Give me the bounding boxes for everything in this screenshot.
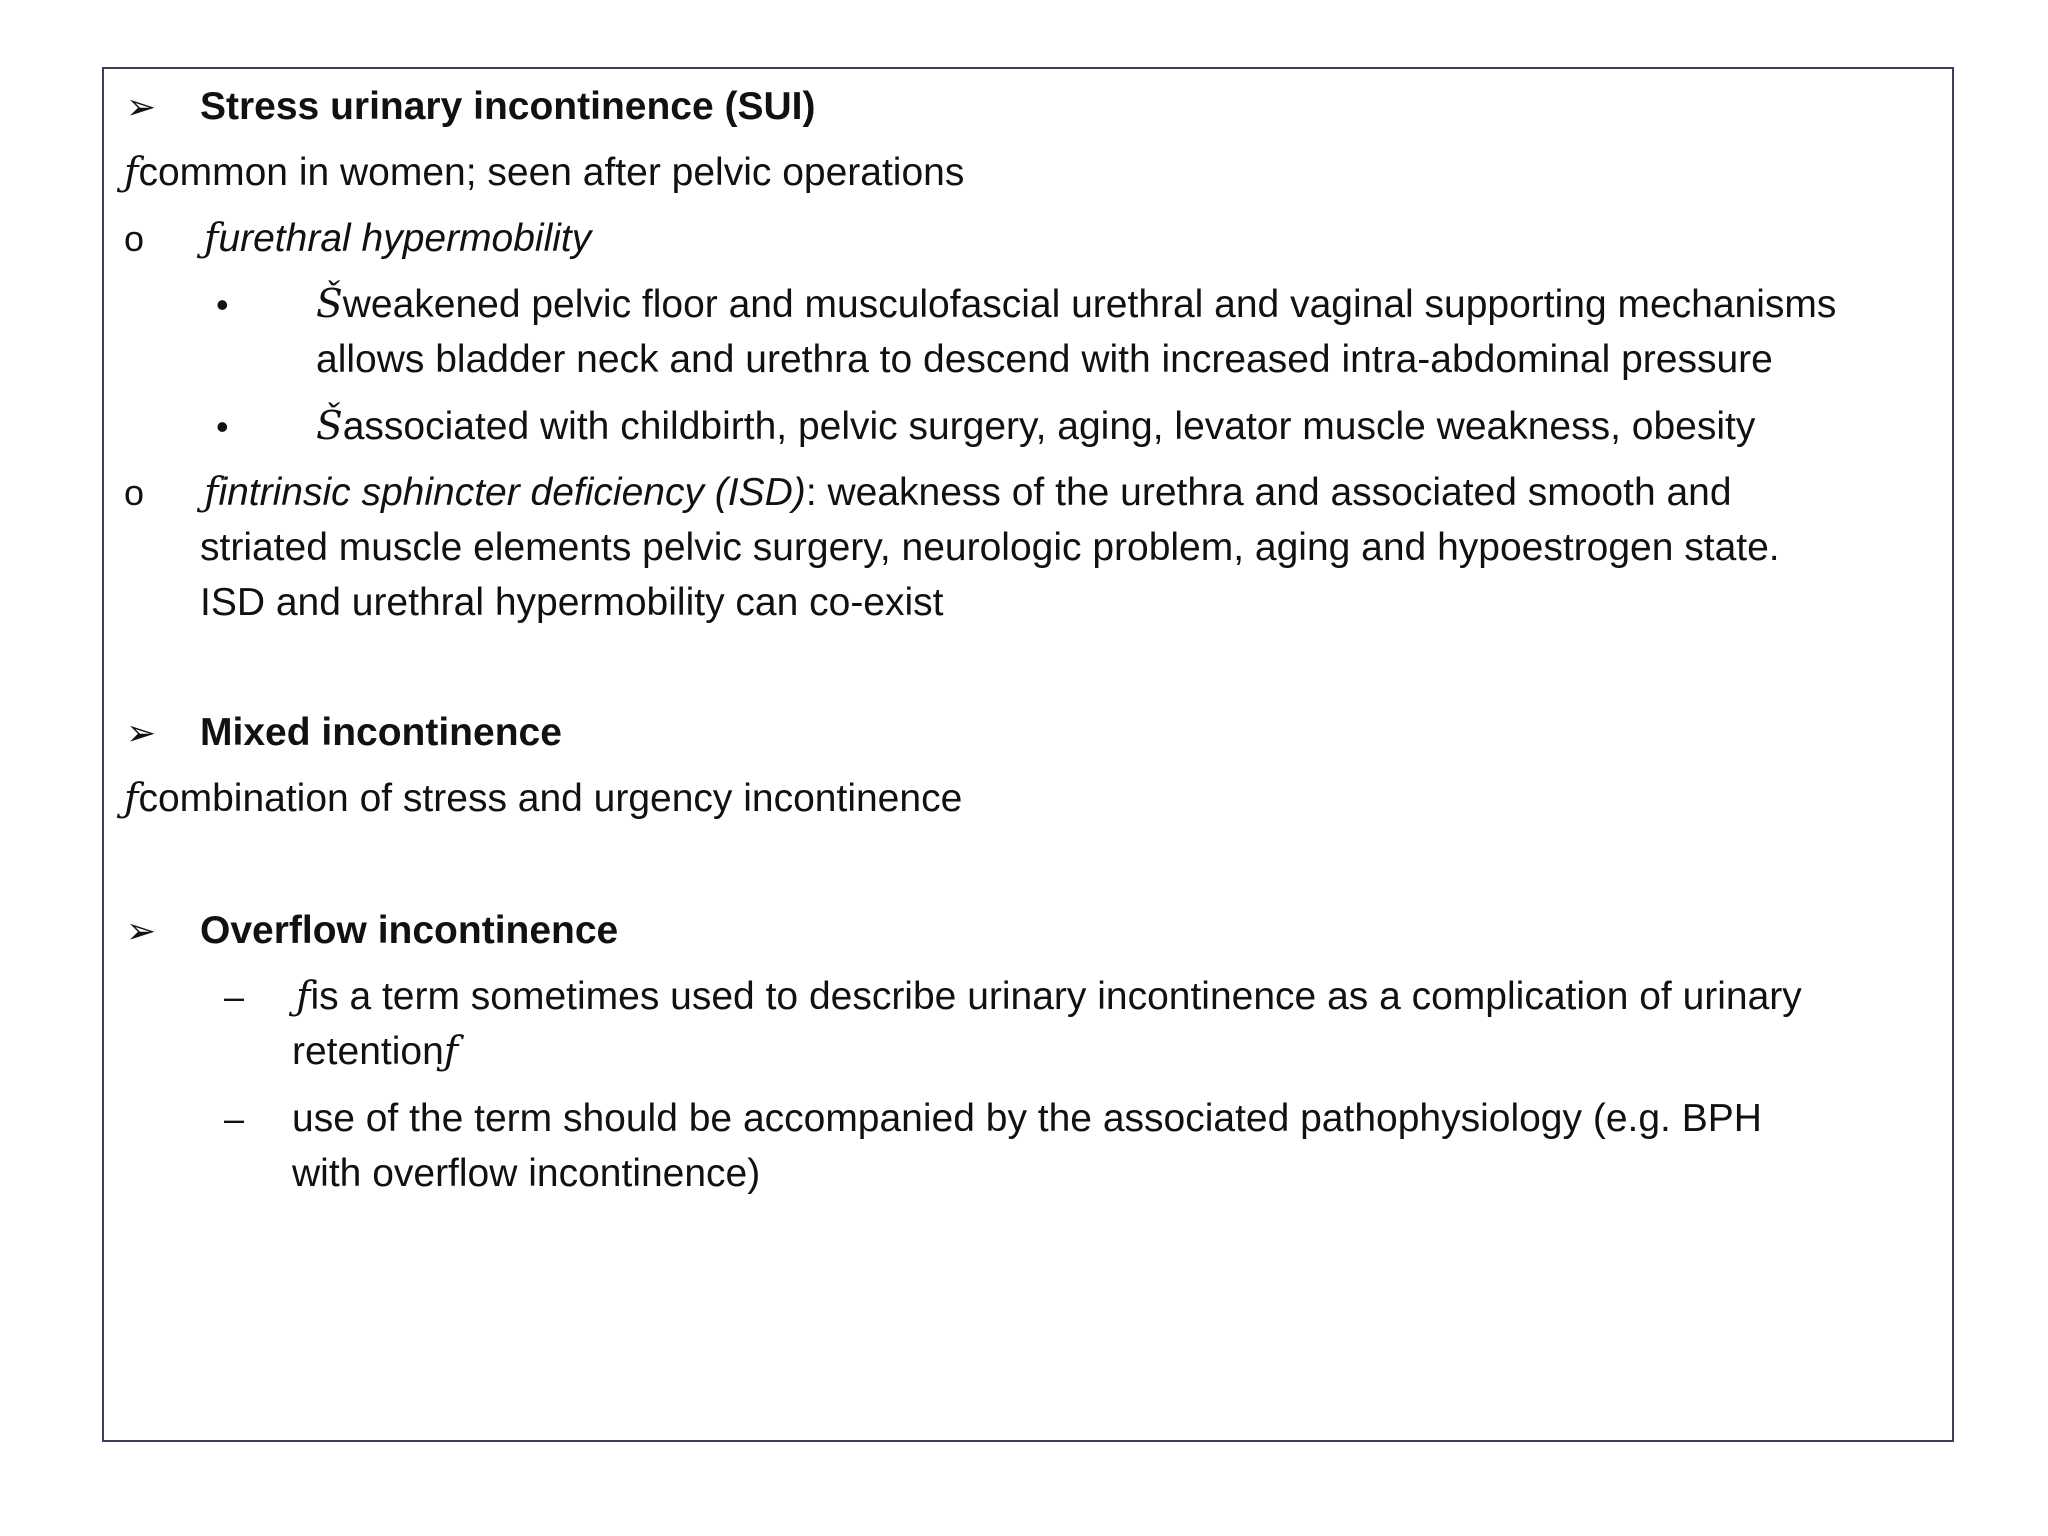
heading-mixed: Mixed incontinence <box>200 711 562 754</box>
heading-sui: Stress urinary incontinence (SUI) <box>200 85 816 128</box>
dot-bullet-icon: • <box>216 284 229 325</box>
dash-bullet-icon: – <box>224 1098 245 1139</box>
subheading-hypermobility: ƒurethral hypermobility <box>204 216 592 261</box>
circle-bullet-icon: o <box>124 472 145 513</box>
overflow-item2-line2: with overflow incontinence) <box>292 1152 761 1195</box>
bullet-weakened-line2: allows bladder neck and urethra to descend with increased intra-abdominal pressure <box>316 338 1773 381</box>
isd-line1: ƒintrinsic sphincter deficiency (ISD): weakness of the urethra and associated smooth and <box>204 470 1732 515</box>
arrow-bullet-icon: ➢ <box>126 910 157 951</box>
dot-bullet-icon: • <box>216 406 229 447</box>
mixed-intro: ƒcombination of stress and urgency incontinence <box>124 776 963 821</box>
arrow-bullet-icon: ➢ <box>126 86 157 127</box>
heading-overflow: Overflow incontinence <box>200 909 619 952</box>
dash-bullet-icon: – <box>224 976 245 1017</box>
bullet-weakened-line1: Šweakened pelvic floor and musculofascial urethral and vaginal supporting mechanisms <box>316 282 1837 327</box>
sui-intro: ƒcommon in women; seen after pelvic operations <box>124 150 965 195</box>
glyph-icon: ƒ <box>124 776 139 821</box>
glyph-icon: ƒ <box>124 150 139 195</box>
isd-title: ƒintrinsic sphincter deficiency (ISD) <box>204 470 806 515</box>
overflow-item2-line1: use of the term should be accompanied by the associated pathophysiology (e.g. BPH <box>292 1097 1762 1140</box>
isd-line2: striated muscle elements pelvic surgery, neurologic problem, aging and hypoestrogen state. <box>200 526 1780 569</box>
circle-bullet-icon: o <box>124 218 145 259</box>
bullet-associated: Šassociated with childbirth, pelvic surgery, aging, levator muscle weakness, obesity <box>316 404 1756 449</box>
isd-line3: ISD and urethral hypermobility can co-exist <box>200 581 944 624</box>
arrow-bullet-icon: ➢ <box>126 712 157 753</box>
overflow-item1-line2: retentionƒ <box>292 1029 459 1074</box>
overflow-item1-line1: ƒis a term sometimes used to describe urinary incontinence as a complication of urinary <box>296 974 1802 1019</box>
